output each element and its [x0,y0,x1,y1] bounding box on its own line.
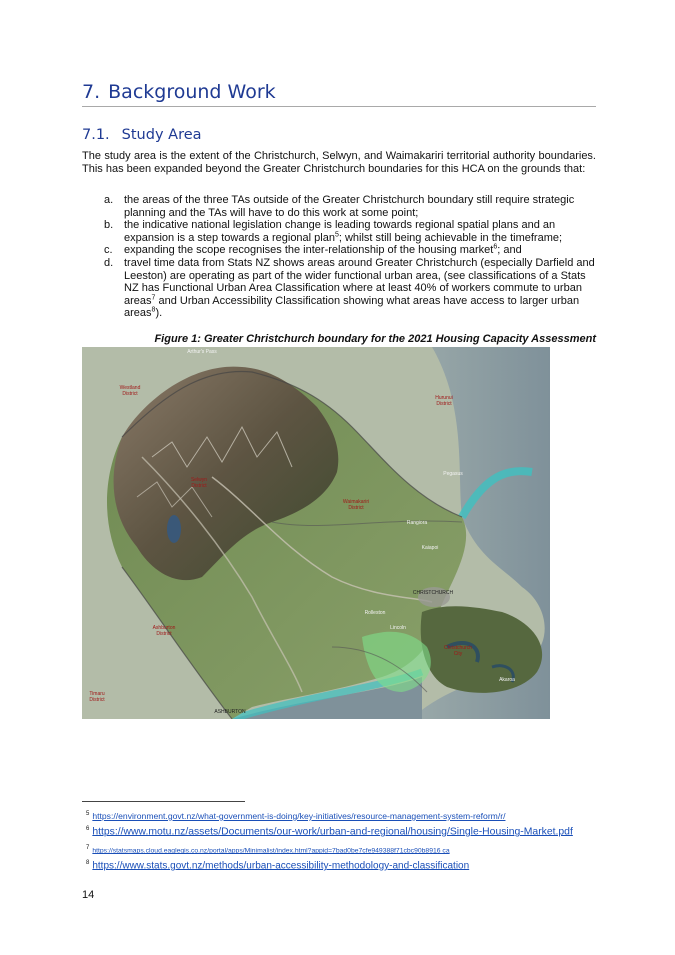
map-image [82,347,550,719]
map-label-selwyn: Selwyn District [190,477,208,489]
footnote [86,845,450,854]
list-item [104,257,596,320]
footnote [86,860,469,871]
section-title: Background Work [108,81,276,103]
map-label-lincoln: Lincoln [390,625,406,631]
footnote-mark: 6 [86,826,90,832]
footnote-separator [82,801,245,802]
list-item [104,194,596,219]
subsection-heading [82,125,202,145]
footnote-mark: 7 [86,845,90,851]
subsection-title: Study Area [121,127,202,143]
list-item-text: travel time data from Stats NZ shows areas around Greater Christchurch (especially Darfield and Leeston) are operating as part of the wider functional urban area, (see classifications of a Stats NZ has Functional Urban Area Classification where at least 40% of workers commute to urban areas$^7$ and Urban Accessibility Classification showing what areas have access to larger urban areas$^8$). [124,256,595,320]
map-label-hurunui: Hurunui District [435,395,453,407]
footnote-link[interactable]: https://environment.govt.nz/what-government-is-doing/key-initiatives/resource-management-system-reform/r/ [92,811,506,821]
figure-caption: Figure 1: Greater Christchurch boundary for the 2021 Housing Capacity Assessment [154,333,596,345]
footnote-link[interactable]: https://www.motu.nz/assets/Documents/our-work/urban-and-regional/housing/Single-Housing-Market.pdf [92,826,573,838]
map-label-kaiapoi: Kaiapoi [421,545,439,551]
subsection-number: 7.1. [82,127,110,143]
footnote-link[interactable]: https://statsmaps.cloud.eaglegis.co.nz/portal/apps/Minimalist/index.html?appid=7bad0be7cfe949388f71cbc90b8916 ca [92,847,450,855]
list-marker: b. [104,219,114,232]
map-label-ashburton-district: Ashburton District [152,625,176,637]
map-label-christchurch-city: Christchurch City [443,645,473,657]
map-label-pegasus: Pegasus [443,471,463,477]
footnote [86,811,505,821]
map-label-rolleston: Rolleston [364,610,386,616]
list-item-text: the indicative national legislation change is leading towards regional spatial plans and an expansion is a step towards a regional plan$^5$; whilst still being achievable in the timeframe; [124,219,563,244]
page-number: 14 [82,889,95,901]
list-marker: a. [104,194,114,206]
map-label-westland: Westland District [119,385,141,397]
section-heading [82,80,596,107]
map-label-arthurs-pass: Arthur's Pass [187,349,217,355]
map-label-ashburton-town: ASHBURTON [214,709,246,715]
footnote-ref: 5 [334,231,339,239]
map-label-rangiora: Rangiora [406,520,428,526]
list-item [104,219,596,244]
footnote [86,826,573,837]
list-item-text: the areas of the three TAs outside of the Greater Christchurch boundary still require strategic planning and the TAs will have to do this work at some point; [124,194,575,219]
list-item [104,244,596,257]
list-item-text: expanding the scope recognises the inter-relationship of the housing market$^6$; and [124,243,522,257]
footnote-ref: 7 [151,294,156,302]
map-label-waimakariri: Waimakariri District [342,499,370,511]
map-label-christchurch: CHRISTCHURCH [412,590,454,596]
section-number: 7. [82,81,101,103]
footnote-ref: 6 [493,243,498,251]
footnote-ref: 8 [151,306,156,314]
footnote-mark: 5 [86,811,90,818]
map-label-akaroa: Akaroa [499,677,515,683]
study-area-map [82,347,550,719]
list-marker: d. [104,256,114,269]
map-label-timaru: Timaru District [89,691,105,703]
intro-paragraph: The study area is the extent of the Christchurch, Selwyn, and Waimakariri territorial authority boundaries. This has been expanded beyond the Greater Christchurch boundaries for this HCA on the grounds that: [82,150,596,175]
list-marker: c. [104,244,113,257]
grounds-list [104,194,596,320]
footnote-link[interactable]: https://www.stats.govt.nz/methods/urban-accessibility-methodology-and-classification [92,860,470,872]
footnote-mark: 8 [86,860,90,866]
